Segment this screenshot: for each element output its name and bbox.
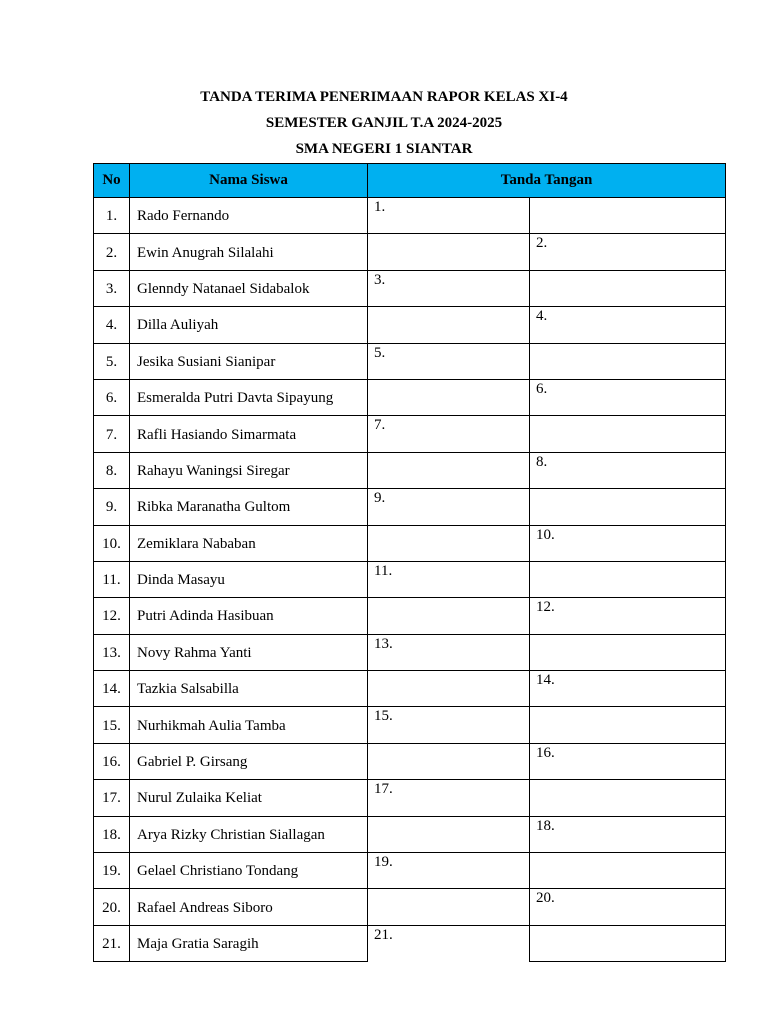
signature-slot-right[interactable]: 20. [530,889,726,925]
title-line-1: TANDA TERIMA PENERIMAAN RAPOR KELAS XI-4 [200,89,568,105]
student-name: Rafael Andreas Siboro [130,889,368,925]
signature-blank-left [368,307,530,343]
student-name: Zemiklara Nababan [130,525,368,561]
student-name: Maja Gratia Saragih [130,925,368,961]
row-number: 18. [94,816,130,852]
signature-blank-left [368,379,530,415]
signature-slot-right[interactable]: 6. [530,379,726,415]
signature-blank-right [530,780,726,816]
signature-slot-right[interactable]: 12. [530,598,726,634]
signature-slot-right[interactable]: 4. [530,307,726,343]
table-body [94,198,726,962]
student-name: Jesika Susiani Sianipar [130,343,368,379]
student-name: Glenndy Natanael Sidabalok [130,270,368,306]
signature-blank-right [530,561,726,597]
row-number: 17. [94,780,130,816]
signature-blank-right [530,489,726,525]
signature-slot-left[interactable]: 3. [368,270,530,306]
signature-blank-right [530,270,726,306]
row-number: 13. [94,634,130,670]
student-name: Dinda Masayu [130,561,368,597]
row-number: 21. [94,925,130,961]
student-name: Dilla Auliyah [130,307,368,343]
table-row [94,743,726,779]
row-number: 1. [94,198,130,234]
signature-slot-right[interactable]: 18. [530,816,726,852]
student-name: Putri Adinda Hasibuan [130,598,368,634]
table-row [94,853,726,889]
signature-blank-left [368,598,530,634]
table-row [94,525,726,561]
signature-slot-left[interactable]: 21. [368,925,530,961]
table-row [94,816,726,852]
row-number: 16. [94,743,130,779]
signature-slot-left[interactable]: 1. [368,198,530,234]
student-name: Novy Rahma Yanti [130,634,368,670]
signature-blank-right [530,707,726,743]
title-line-3: SMA NEGERI 1 SIANTAR [295,141,473,157]
table-row [94,671,726,707]
row-number: 20. [94,889,130,925]
row-number: 5. [94,343,130,379]
table-row [94,598,726,634]
signature-blank-right [530,634,726,670]
signature-blank-left [368,234,530,270]
student-name: Gabriel P. Girsang [130,743,368,779]
table-row [94,452,726,488]
student-name: Ribka Maranatha Gultom [130,489,368,525]
column-header-signature: Tanda Tangan [368,164,726,198]
table-row [94,307,726,343]
document-title-block [0,87,768,165]
table-row [94,925,726,961]
row-number: 8. [94,452,130,488]
row-number: 6. [94,379,130,415]
signature-slot-left[interactable]: 11. [368,561,530,597]
student-name: Rahayu Waningsi Siregar [130,452,368,488]
signature-slot-left[interactable]: 19. [368,853,530,889]
table-row [94,270,726,306]
row-number: 3. [94,270,130,306]
student-name: Tazkia Salsabilla [130,671,368,707]
signature-blank-left [368,525,530,561]
student-name: Ewin Anugrah Silalahi [130,234,368,270]
table-header-row [94,164,726,198]
row-number: 9. [94,489,130,525]
title-line-2: SEMESTER GANJIL T.A 2024-2025 [265,115,503,131]
student-name: Nurhikmah Aulia Tamba [130,707,368,743]
row-number: 7. [94,416,130,452]
signature-slot-right[interactable]: 16. [530,743,726,779]
signature-blank-left [368,452,530,488]
signature-slot-left[interactable]: 7. [368,416,530,452]
student-name: Rado Fernando [130,198,368,234]
table-row [94,198,726,234]
signature-blank-left [368,743,530,779]
signature-blank-right [530,925,726,961]
table-row [94,889,726,925]
signature-slot-right[interactable]: 14. [530,671,726,707]
signature-blank-left [368,889,530,925]
signature-slot-left[interactable]: 17. [368,780,530,816]
row-number: 11. [94,561,130,597]
signature-blank-right [530,198,726,234]
column-header-name: Nama Siswa [130,164,368,198]
student-name: Nurul Zulaika Keliat [130,780,368,816]
table-row [94,343,726,379]
row-number: 4. [94,307,130,343]
signature-slot-left[interactable]: 9. [368,489,530,525]
row-number: 19. [94,853,130,889]
signature-blank-right [530,853,726,889]
row-number: 10. [94,525,130,561]
signature-slot-left[interactable]: 5. [368,343,530,379]
row-number: 12. [94,598,130,634]
row-number: 14. [94,671,130,707]
receipt-table [93,163,726,962]
table-row [94,379,726,415]
student-name: Gelael Christiano Tondang [130,853,368,889]
table-row [94,234,726,270]
signature-blank-right [530,343,726,379]
signature-blank-right [530,416,726,452]
signature-blank-left [368,671,530,707]
column-header-no: No [94,164,130,198]
signature-blank-left [368,816,530,852]
signature-slot-left[interactable]: 15. [368,707,530,743]
student-name: Esmeralda Putri Davta Sipayung [130,379,368,415]
table-row [94,416,726,452]
table-row [94,561,726,597]
row-number: 2. [94,234,130,270]
signature-slot-right[interactable]: 8. [530,452,726,488]
table-row [94,707,726,743]
student-name: Arya Rizky Christian Siallagan [130,816,368,852]
table-row [94,780,726,816]
signature-slot-right[interactable]: 2. [530,234,726,270]
student-name: Rafli Hasiando Simarmata [130,416,368,452]
signature-slot-right[interactable]: 10. [530,525,726,561]
table-row [94,634,726,670]
row-number: 15. [94,707,130,743]
signature-slot-left[interactable]: 13. [368,634,530,670]
table-row [94,489,726,525]
